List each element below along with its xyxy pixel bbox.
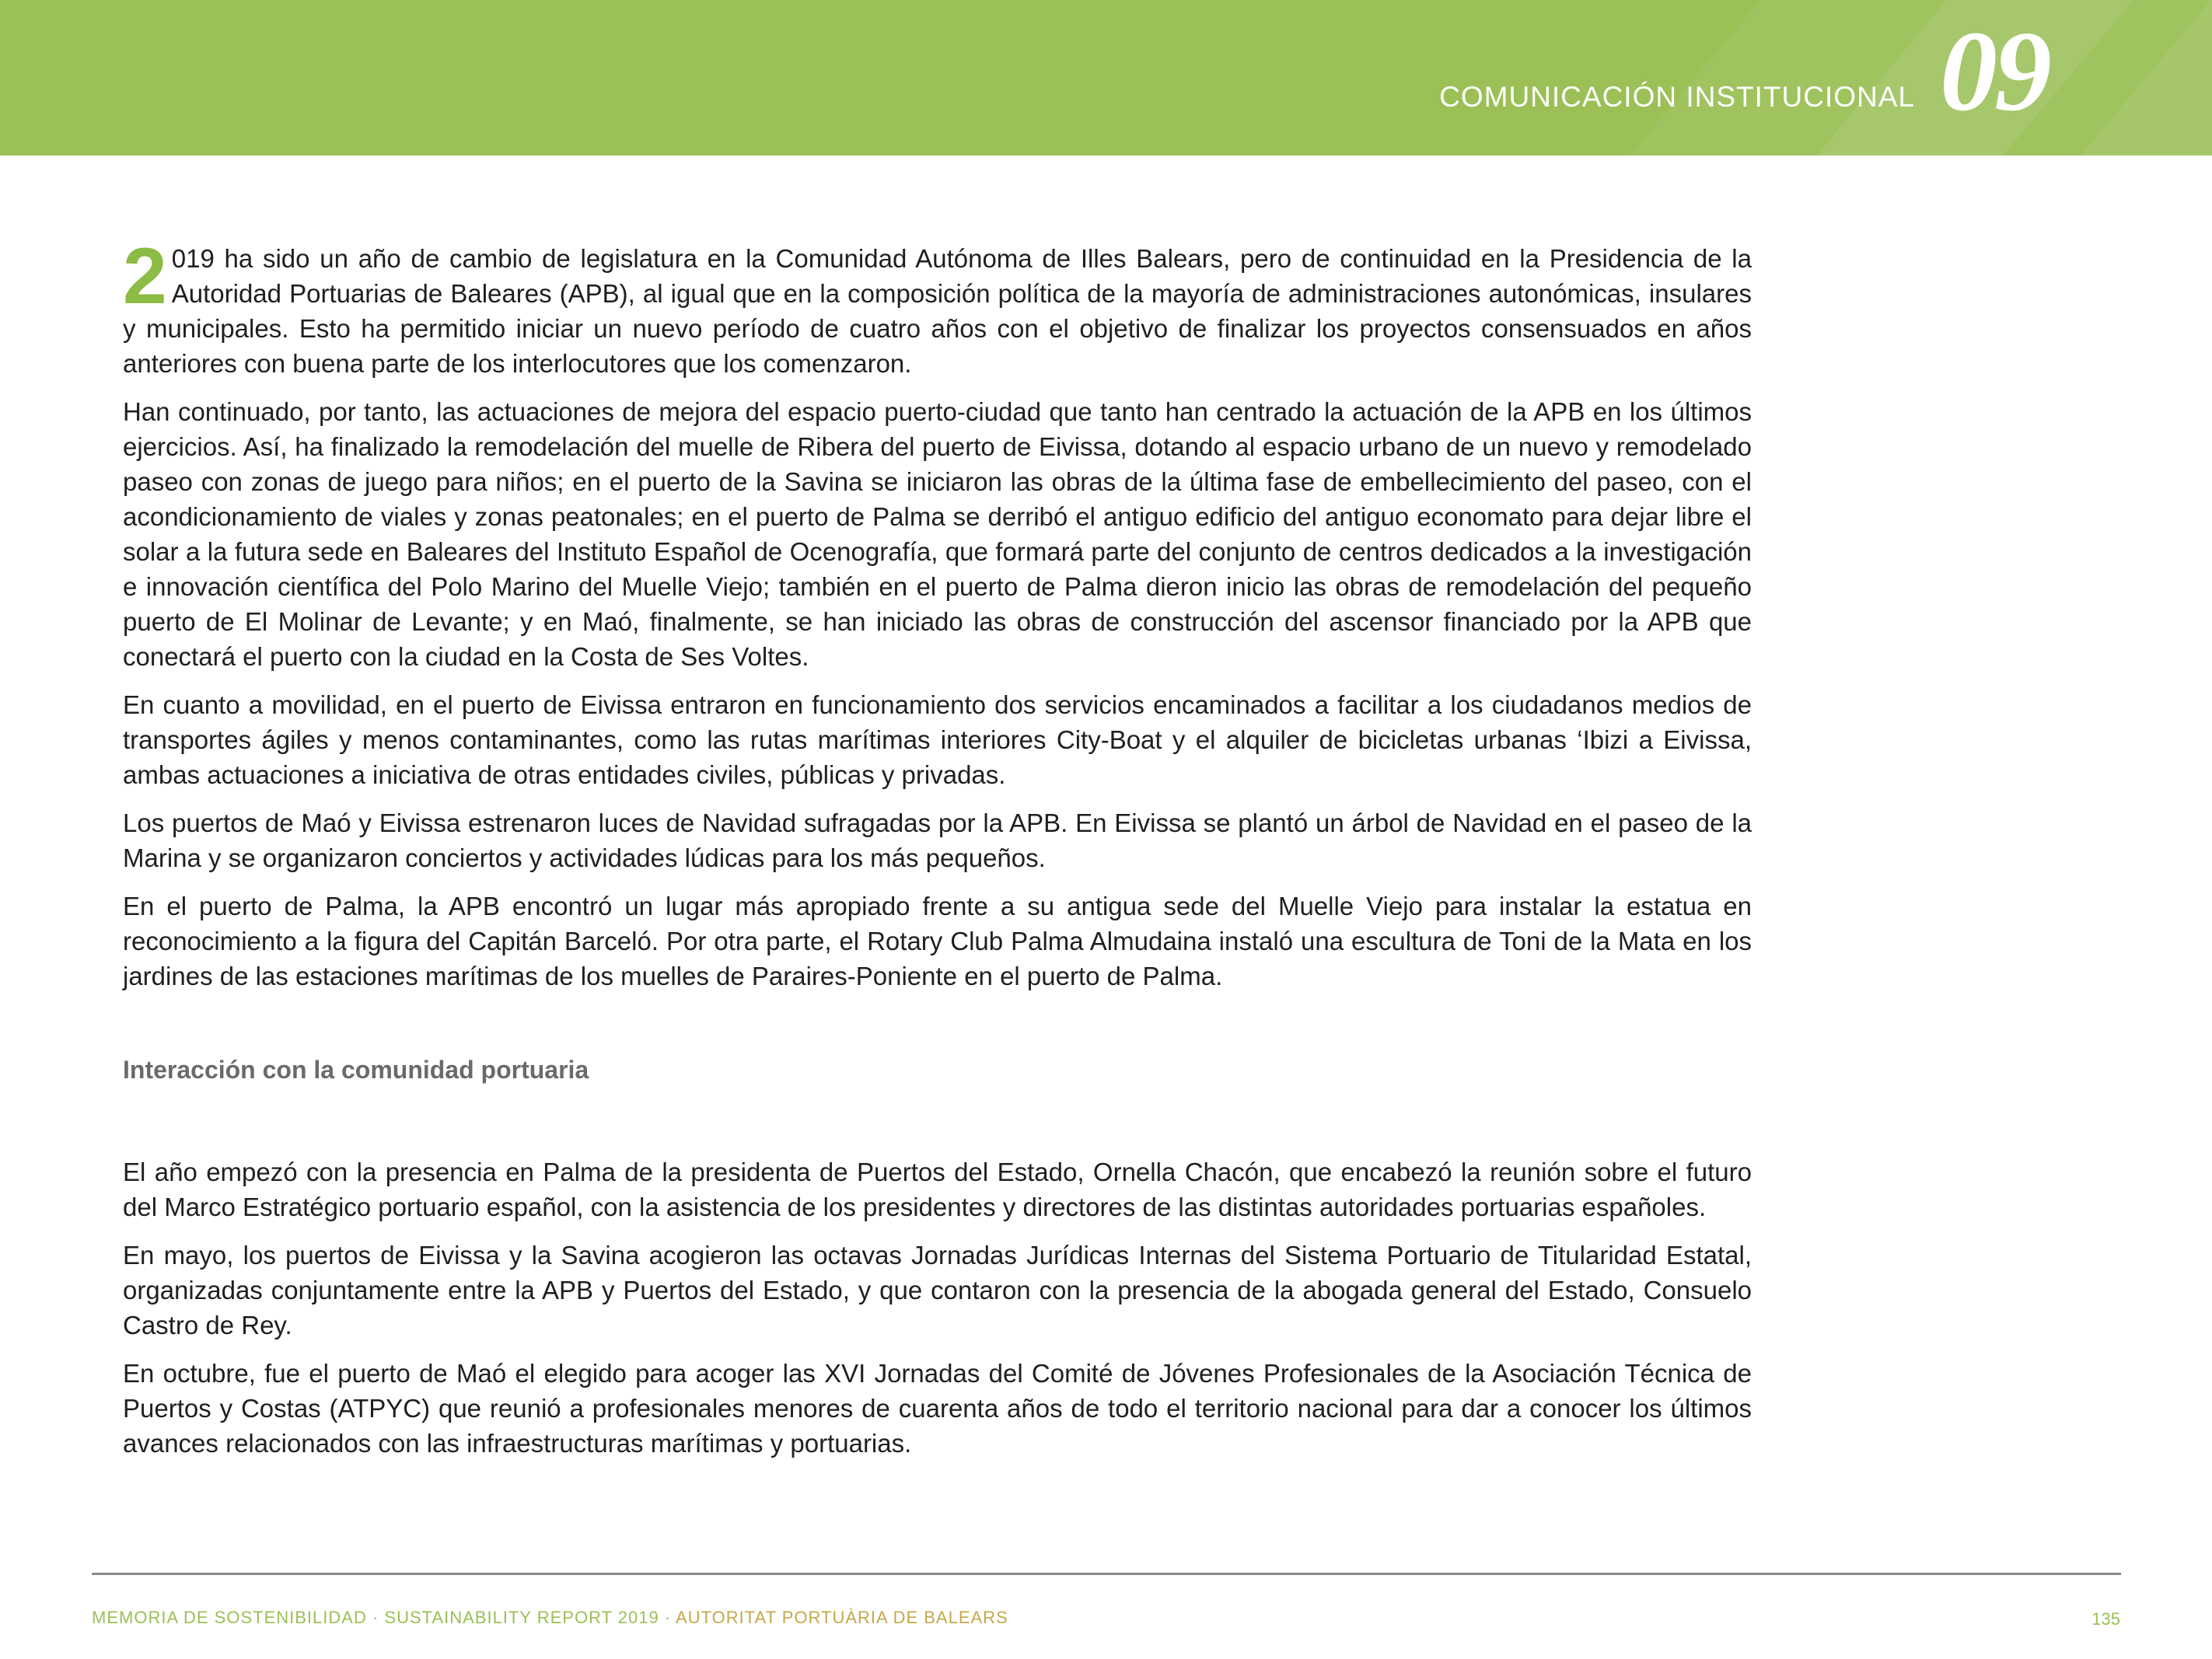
footer-caption: [92, 1608, 1008, 1628]
intro-paragraph: [123, 232, 1752, 381]
chapter-header: [0, 0, 2212, 155]
section-subheading: Interacción con la comunidad portuaria: [123, 1056, 589, 1084]
main-content: [123, 232, 1752, 1474]
drop-cap: 2: [123, 232, 167, 320]
body-paragraph: En cuanto a movilidad, en el puerto de Eivissa entraron en funcionamiento dos servicios encaminados a facilitar a los ciudadanos medios de transportes ágiles y menos contaminantes, como las rutas marítimas interiores City-Boat y el alquiler de bicicletas urbanas ‘Ibizi a Eivissa, ambas actuaciones a iniciativa de otras entidades civiles, públicas y privadas.: [123, 690, 1752, 789]
body-paragraph: El año empezó con la presencia en Palma de la presidenta de Puertos del Estado, Ornella Chacón, que encabezó la reunión sobre el futuro del Marco Estratégico portuario español, con la asistencia de los presidentes y directores de las distintas autoridades portuarias españoles.: [123, 1158, 1752, 1221]
body-paragraph: Los puertos de Maó y Eivissa estrenaron luces de Navidad sufragadas por la APB. En Eivissa se plantó un árbol de Navidad en el paseo de la Marina y se organizaron conciertos y actividades lúdicas para los más pequeños.: [123, 809, 1752, 872]
footer-report-title: MEMORIA DE SOSTENIBILIDAD · SUSTAINABILITY REPORT 2019 ·: [92, 1608, 676, 1627]
footer-organization: AUTORITAT PORTUÀRIA DE BALEARS: [676, 1608, 1008, 1627]
footer-divider: [92, 1573, 2121, 1575]
section-number: 09: [1940, 8, 2049, 135]
intro-text: 019 ha sido un año de cambio de legislatura en la Comunidad Autónoma de Illes Balears, pero de continuidad en la Presidencia de la Autoridad Portuarias de Baleares (APB), al igual que en la composición política de la mayoría de administraciones autonómicas, insulares y municipales. Esto ha permitido iniciar un nuevo período de cuatro años con el objetivo de finalizar los proyectos consensuados en años anteriores con buena parte de los interlocutores que los comenzaron.: [123, 244, 1752, 378]
section-title: COMUNICACIÓN INSTITUCIONAL: [1439, 81, 1915, 113]
body-paragraph: En mayo, los puertos de Eivissa y la Savina acogieron las octavas Jornadas Jurídicas Internas del Sistema Portuario de Titularidad Estatal, organizadas conjuntamente entre la APB y Puertos del Estado, y que contaron con la presencia de la abogada general del Estado, Consuelo Castro de Rey.: [123, 1241, 1752, 1339]
body-paragraph: En octubre, fue el puerto de Maó el elegido para acoger las XVI Jornadas del Comité de Jóvenes Profesionales de la Asociación Técnica de Puertos y Costas (ATPYC) que reunió a profesionales menores de cuarenta años de todo el territorio nacional para dar a conocer los últimos avances relacionados con las infraestructuras marítimas y portuarias.: [123, 1359, 1752, 1458]
body-paragraph: En el puerto de Palma, la APB encontró un lugar más apropiado frente a su antigua sede del Muelle Viejo para instalar la estatua en reconocimiento a la figura del Capitán Barceló. Por otra parte, el Rotary Club Palma Almudaina instaló una escultura de Toni de la Mata en los jardines de las estaciones marítimas de los muelles de Paraires-Poniente en el puerto de Palma.: [123, 892, 1752, 990]
body-paragraph: Han continuado, por tanto, las actuaciones de mejora del espacio puerto-ciudad que tanto han centrado la actuación de la APB en los últimos ejercicios. Así, ha finalizado la remodelación del muelle de Ribera del puerto de Eivissa, dotando al espacio urbano de un nuevo y remodelado paseo con zonas de juego para niños; en el puerto de la Savina se iniciaron las obras de la última fase de embellecimiento del paseo, con el acondicionamiento de viales y zonas peatonales; en el puerto de Palma se derribó el antiguo edificio del antiguo economato para dejar libre el solar a la futura sede en Baleares del Instituto Español de Ocenografía, que formará parte del conjunto de centros dedicados a la investigación e innovación científica del Polo Marino del Muelle Viejo; también en el puerto de Palma dieron inicio las obras de remodelación del pequeño puerto de El Molinar de Levante; y en Maó, finalmente, se han iniciado las obras de construcción del ascensor financiado por la APB que conectará el puerto con la ciudad en la Costa de Ses Voltes.: [123, 397, 1752, 671]
page-number: 135: [2091, 1609, 2120, 1629]
